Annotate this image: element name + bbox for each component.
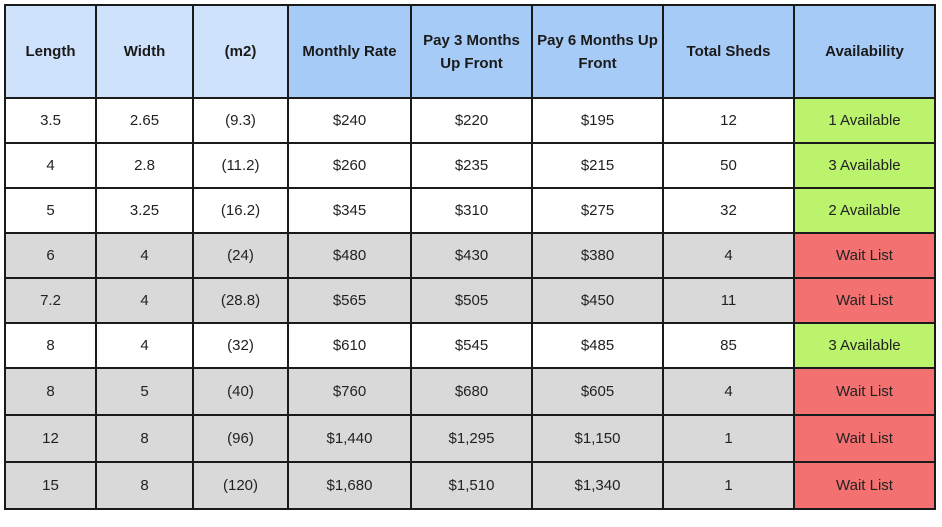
cell-length: 5 [5, 188, 96, 233]
table-row [5, 98, 935, 143]
table-row [5, 278, 935, 323]
cell-pay-3-months: $1,295 [411, 415, 532, 462]
cell-area: (28.8) [193, 278, 288, 323]
cell-total-sheds: 1 [663, 415, 794, 462]
cell-pay-3-months: $545 [411, 323, 532, 368]
cell-monthly-rate: $760 [288, 368, 411, 415]
cell-pay-6-months: $485 [532, 323, 663, 368]
cell-total-sheds: 12 [663, 98, 794, 143]
cell-pay-6-months: $380 [532, 233, 663, 278]
cell-width: 3.25 [96, 188, 193, 233]
cell-monthly-rate: $565 [288, 278, 411, 323]
cell-availability: 3 Available [794, 323, 935, 368]
header-total-sheds: Total Sheds [663, 5, 794, 98]
cell-pay-6-months: $195 [532, 98, 663, 143]
cell-monthly-rate: $1,680 [288, 462, 411, 509]
cell-monthly-rate: $480 [288, 233, 411, 278]
cell-monthly-rate: $260 [288, 143, 411, 188]
cell-monthly-rate: $345 [288, 188, 411, 233]
cell-pay-3-months: $220 [411, 98, 532, 143]
cell-pay-3-months: $680 [411, 368, 532, 415]
header-row [5, 5, 935, 98]
cell-total-sheds: 4 [663, 233, 794, 278]
cell-pay-6-months: $450 [532, 278, 663, 323]
cell-length: 4 [5, 143, 96, 188]
cell-monthly-rate: $610 [288, 323, 411, 368]
table-body [5, 98, 935, 509]
cell-monthly-rate: $1,440 [288, 415, 411, 462]
cell-length: 12 [5, 415, 96, 462]
cell-width: 2.8 [96, 143, 193, 188]
cell-pay-6-months: $215 [532, 143, 663, 188]
cell-length: 15 [5, 462, 96, 509]
cell-area: (32) [193, 323, 288, 368]
cell-length: 6 [5, 233, 96, 278]
cell-width: 4 [96, 233, 193, 278]
cell-total-sheds: 32 [663, 188, 794, 233]
cell-availability: 2 Available [794, 188, 935, 233]
table-row [5, 415, 935, 462]
table-row [5, 188, 935, 233]
header-availability: Availability [794, 5, 935, 98]
cell-length: 7.2 [5, 278, 96, 323]
cell-pay-3-months: $1,510 [411, 462, 532, 509]
cell-width: 4 [96, 278, 193, 323]
table-row [5, 323, 935, 368]
cell-area: (24) [193, 233, 288, 278]
cell-total-sheds: 4 [663, 368, 794, 415]
cell-monthly-rate: $240 [288, 98, 411, 143]
cell-length: 8 [5, 368, 96, 415]
cell-total-sheds: 50 [663, 143, 794, 188]
header-area: (m2) [193, 5, 288, 98]
cell-width: 4 [96, 323, 193, 368]
cell-availability: Wait List [794, 368, 935, 415]
cell-width: 2.65 [96, 98, 193, 143]
shed-pricing-table-container [4, 4, 936, 510]
cell-availability: 1 Available [794, 98, 935, 143]
table-row [5, 143, 935, 188]
cell-area: (9.3) [193, 98, 288, 143]
cell-pay-6-months: $1,340 [532, 462, 663, 509]
cell-area: (96) [193, 415, 288, 462]
header-width: Width [96, 5, 193, 98]
cell-availability: Wait List [794, 278, 935, 323]
header-monthly-rate: Monthly Rate [288, 5, 411, 98]
cell-width: 8 [96, 462, 193, 509]
cell-area: (11.2) [193, 143, 288, 188]
cell-pay-3-months: $235 [411, 143, 532, 188]
cell-pay-6-months: $1,150 [532, 415, 663, 462]
cell-pay-3-months: $430 [411, 233, 532, 278]
cell-length: 3.5 [5, 98, 96, 143]
cell-length: 8 [5, 323, 96, 368]
table-row [5, 368, 935, 415]
table-row [5, 233, 935, 278]
cell-width: 5 [96, 368, 193, 415]
cell-pay-3-months: $505 [411, 278, 532, 323]
cell-availability: 3 Available [794, 143, 935, 188]
table-row [5, 462, 935, 509]
cell-total-sheds: 85 [663, 323, 794, 368]
cell-pay-3-months: $310 [411, 188, 532, 233]
header-pay-6-months: Pay 6 Months Up Front [532, 5, 663, 98]
cell-area: (120) [193, 462, 288, 509]
cell-area: (40) [193, 368, 288, 415]
cell-area: (16.2) [193, 188, 288, 233]
cell-total-sheds: 11 [663, 278, 794, 323]
cell-pay-6-months: $275 [532, 188, 663, 233]
cell-availability: Wait List [794, 462, 935, 509]
cell-availability: Wait List [794, 415, 935, 462]
header-pay-3-months: Pay 3 Months Up Front [411, 5, 532, 98]
cell-total-sheds: 1 [663, 462, 794, 509]
header-length: Length [5, 5, 96, 98]
cell-pay-6-months: $605 [532, 368, 663, 415]
shed-pricing-table [4, 4, 936, 510]
cell-availability: Wait List [794, 233, 935, 278]
cell-width: 8 [96, 415, 193, 462]
